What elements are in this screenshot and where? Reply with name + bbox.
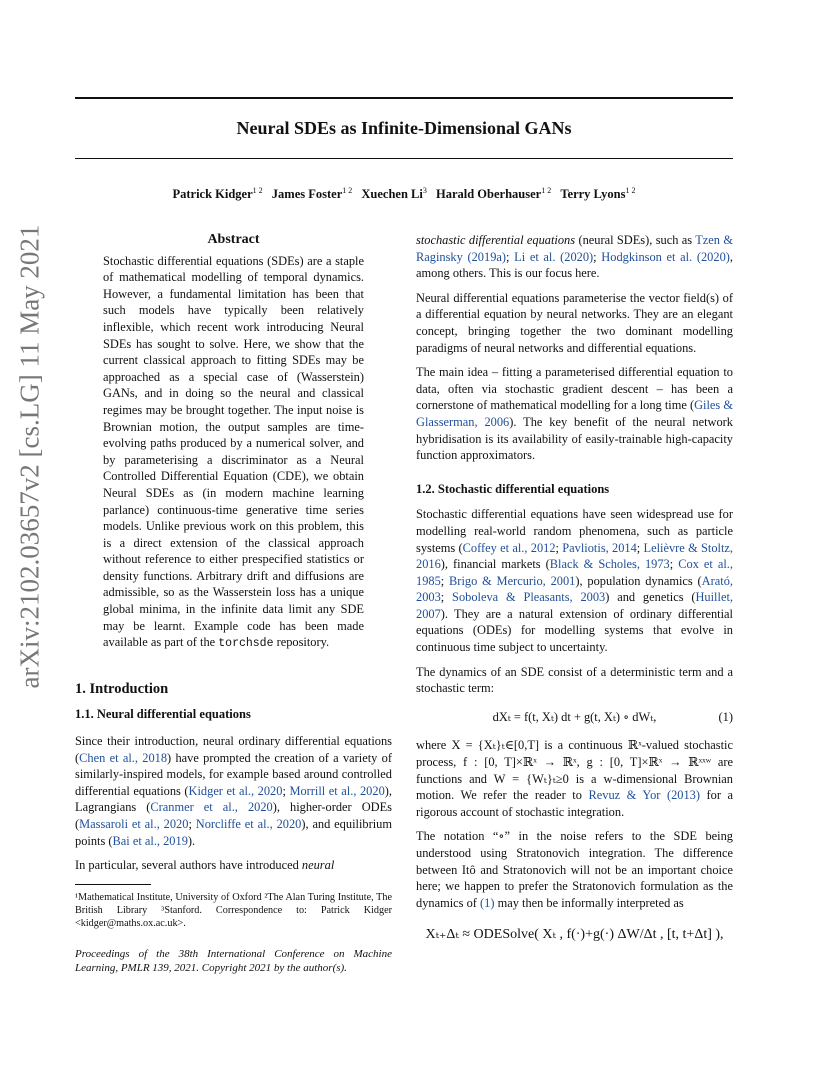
title-top-rule bbox=[75, 97, 733, 99]
section-heading-introduction: 1. Introduction bbox=[75, 680, 169, 697]
citation-link[interactable]: Lelièvre & Stoltz, 2016 bbox=[416, 540, 734, 572]
citation-link[interactable]: Cranmer et al., 2020 bbox=[150, 800, 273, 815]
arxiv-stamp-text: arXiv:2102.03657v2 [cs.LG] 11 May 2021 bbox=[14, 224, 45, 689]
author: Patrick Kidger$^{1 2}$ bbox=[172, 186, 263, 202]
citation-link[interactable]: Kidger et al., 2020 bbox=[188, 783, 283, 798]
citation-link[interactable]: Bai et al., 2019 bbox=[112, 833, 188, 848]
equation-odesolve: Xₜ₊Δₜ ≈ ODESolve( Xₜ , f(·)+g(·) ΔW/Δt , [t, t+Δt] ), bbox=[425, 927, 724, 943]
paragraph-sde-definition: where X = {Xₜ}ₜ∈[0,T] is a continuous ℝˣ-valued stochastic process, f : [0, T]×ℝˣ → ℝˣ, g : [0, T]×ℝˣ → ℝˣˣʷ are functions and W = {Wₜ}ₜ≥0 is a w-dimensional Brownian motion. We refer the reader to Revuz & Yor (2013) for a rigorous account of stochastic integration. bbox=[416, 738, 733, 819]
arxiv-stamp bbox=[14, 224, 45, 689]
citation-link[interactable]: Massaroli et al., 2020 bbox=[79, 817, 189, 831]
citation-link[interactable]: Huillet, 2007 bbox=[416, 590, 733, 621]
equation-reference-link[interactable]: (1) bbox=[480, 895, 495, 910]
paragraph-stratonovich: The notation “∘” in the noise refers to the SDE being understood using Stratonovich integration. The difference between Itô and Stratonovich will not be an important choice here; we happen to prefer the Stratonovich formulation as the dynamics of (1) may then be informally interpreted as bbox=[416, 829, 733, 910]
citation-link[interactable]: Soboleva & Pleasants, 2003 bbox=[452, 590, 606, 605]
paragraph-intro-2: In particular, several authors have introduced neural bbox=[75, 858, 335, 873]
citation-link[interactable]: Chen et al., 2018 bbox=[79, 750, 168, 765]
citation-link[interactable]: Norcliffe et al., 2020 bbox=[195, 817, 302, 831]
abstract-text: Stochastic differential equations (SDEs) are a staple of mathematical modelling of temporal dynamics. However, a fundamental limitation has been that such models have typically been relatively inflexible, which recent work introducing Neural SDEs has sought to solve. Here, we show that the current classical approach to fitting SDEs may be approached as a special case of (Wasserstein) GANs, and in doing so the neural and classical regimes may be brought together. The input noise is Brownian motion, the output samples are time-evolving paths produced by a numerical solver, and by parameterising a discriminator as a Neural Controlled Differential Equation (CDE), we obtain Neural SDEs as (in modern machine learning parlance) continuous-time generative time series models. Unlike previous work on this problem, this is a direct extension of the classical approach without reference to either prespecified statistics or density functions. Arbitrary drift and diffusions are admissible, so as the Wasserstein loss has a unique global minima, in the infinite data limit any SDE may be learnt. Example code has been made available as part of the torchsde repository. bbox=[103, 253, 364, 651]
paragraph-intro-1: Since their introduction, neural ordinary differential equations (Chen et al., 2018) have prompted the creation of a variety of similarly-inspired models, for example based around controlled differential equations (Kidger et al., 2020; Morrill et al., 2020), Lagrangians (Cranmer et al., 2020), higher-order ODEs (Massaroli et al., 2020; Norcliffe et al., 2020), and equilibrium points (Bai et al., 2019). bbox=[75, 734, 392, 848]
citation-link[interactable]: Hodgkinson et al. (2020) bbox=[601, 249, 730, 264]
author: Xuechen Li$^3$ bbox=[361, 186, 427, 202]
paragraph-sde-uses: Stochastic differential equations have seen widespread use for modelling real-world random phenomena, such as particle systems (Coffey et al., 2012; Pavliotis, 2014; Lelièvre & Stoltz, 2016), financial markets (Black & Scholes, 1973; Cox et al., 1985; Brigo & Mercurio, 2001), population dynamics (Arató, 2003; Soboleva & Pleasants, 2003) and genetics (Huillet, 2007). They are a natural extension of ordinary differential equations (ODEs) for modelling systems that evolve in continuous time subject to uncertainty. bbox=[416, 507, 734, 655]
paragraph-neural-sde: stochastic differential equations (neural SDEs), such as Tzen & Raginsky (2019a); Li et al. (2020); Hodgkinson et al. (2020), among others. This is our focus here. bbox=[416, 233, 734, 281]
citation-link[interactable]: Black & Scholes, 1973 bbox=[549, 557, 670, 572]
subsection-heading-neural-de: 1.1. Neural differential equations bbox=[75, 707, 251, 722]
citation-link[interactable]: Brigo & Mercurio, 2001 bbox=[449, 573, 576, 588]
paper-title: Neural SDEs as Infinite-Dimensional GANs bbox=[236, 118, 572, 138]
paragraph-main-idea: The main idea – fitting a parameterised differential equation to data, often via stochastic gradient descent – has been a cornerstone of mathematical modelling for a long time (Giles & Glasserman, 2006). The key benefit of the neural network hybridisation is its availability of easily-trainable high-capacity function approximators. bbox=[416, 365, 733, 463]
citation-link[interactable]: Giles & Glasserman, 2006 bbox=[416, 398, 733, 429]
author: Harald Oberhauser$^{1 2}$ bbox=[435, 186, 552, 202]
citation-link[interactable]: Li et al. (2020) bbox=[514, 249, 594, 264]
code-torchsde: torchsde bbox=[218, 637, 274, 651]
citation-link[interactable]: Pavliotis, 2014 bbox=[562, 540, 637, 555]
left-column bbox=[75, 232, 392, 975]
paragraph-sde-dynamics: The dynamics of an SDE consist of a deterministic term and a stochastic term: bbox=[416, 664, 733, 696]
subsection-heading-sde: 1.2. Stochastic differential equations bbox=[416, 481, 610, 496]
citation-link[interactable]: Morrill et al., 2020 bbox=[289, 783, 385, 798]
author: James Foster$^{1 2}$ bbox=[271, 186, 353, 202]
footnote-rule bbox=[75, 884, 151, 885]
abstract-heading: Abstract bbox=[207, 232, 260, 247]
citation-link[interactable]: Revuz & Yor (2013) bbox=[588, 788, 700, 803]
paragraph-vector-field: Neural differential equations parameterise the vector field(s) of a differential equation by neural networks. They are an elegant concept, bringing together the two dominant modelling paradigms of neural networks and differential equations. bbox=[416, 290, 733, 355]
citation-link[interactable]: Tzen & Raginsky (2019a) bbox=[416, 233, 733, 264]
citation-link[interactable]: Arató, 2003 bbox=[416, 573, 733, 605]
author: Terry Lyons$^{1 2}$ bbox=[560, 186, 636, 202]
equation-1: dXₜ = f(t, Xₜ) dt + g(t, Xₜ) ∘ dWₜ, (1) bbox=[492, 709, 733, 724]
footnote-affiliations: ¹Mathematical Institute, University of Oxford ²The Alan Turing Institute, The British Library ³Stanford. Correspondence to: Patrick Kidger <kidger@maths.ox.ac.uk>. bbox=[75, 891, 392, 929]
right-column bbox=[416, 232, 733, 944]
citation-link[interactable]: Cox et al., 1985 bbox=[416, 557, 733, 588]
proceedings-note: Proceedings of the 38th International Conference on Machine Learning, PMLR 139, 2021. Copyright 2021 by the author(s). bbox=[75, 947, 392, 974]
author-list bbox=[75, 186, 733, 202]
title-bottom-rule bbox=[75, 158, 733, 159]
equation-number: (1) bbox=[718, 709, 733, 724]
citation-link[interactable]: Coffey et al., 2012 bbox=[462, 540, 556, 555]
